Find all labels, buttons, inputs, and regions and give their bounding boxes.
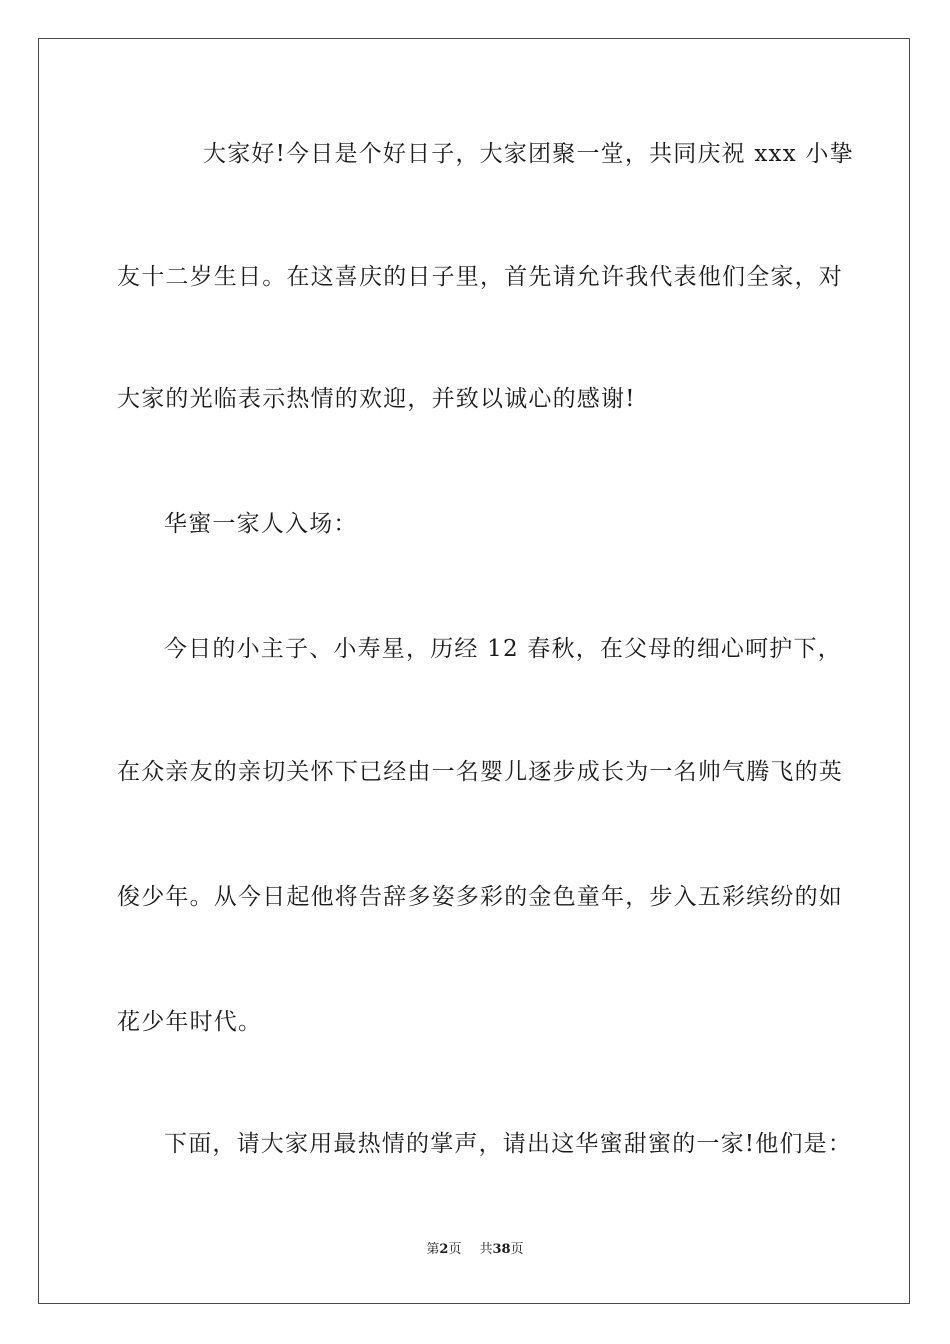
page-suffix: 页 <box>448 1242 462 1257</box>
page-number: 2 <box>439 1242 449 1257</box>
total-prefix: 共 <box>479 1242 493 1257</box>
page-frame <box>38 38 910 1304</box>
text-line-9: 下面，请大家用最热情的掌声，请出这华蜜甜蜜的一家!他们是： <box>164 1131 853 1157</box>
total-pages: 38 <box>492 1242 511 1257</box>
text-line-2: 友十二岁生日。在这喜庆的日子里，首先请允许我代表他们全家，对 <box>117 264 843 290</box>
text-line-7: 俊少年。从今日起他将告辞多姿多彩的金色童年，步入五彩缤纷的如 <box>117 884 843 910</box>
text-line-3: 大家的光临表示热情的欢迎，并致以诚心的感谢! <box>117 386 636 412</box>
text-line-4: 华蜜一家人入场： <box>164 511 358 537</box>
page-prefix: 第 <box>426 1242 440 1257</box>
text-line-6: 在众亲友的亲切关怀下已经由一名婴儿逐步成长为一名帅气腾飞的英 <box>117 759 843 785</box>
text-line-1: 大家好!今日是个好日子，大家团聚一堂，共同庆祝 xxx 小挚 <box>203 141 854 167</box>
text-line-5: 今日的小主子、小寿星，历经 12 春秋，在父母的细心呵护下， <box>164 636 842 662</box>
page-footer <box>39 1241 911 1259</box>
total-suffix: 页 <box>510 1242 524 1257</box>
text-line-8: 花少年时代。 <box>117 1009 263 1035</box>
